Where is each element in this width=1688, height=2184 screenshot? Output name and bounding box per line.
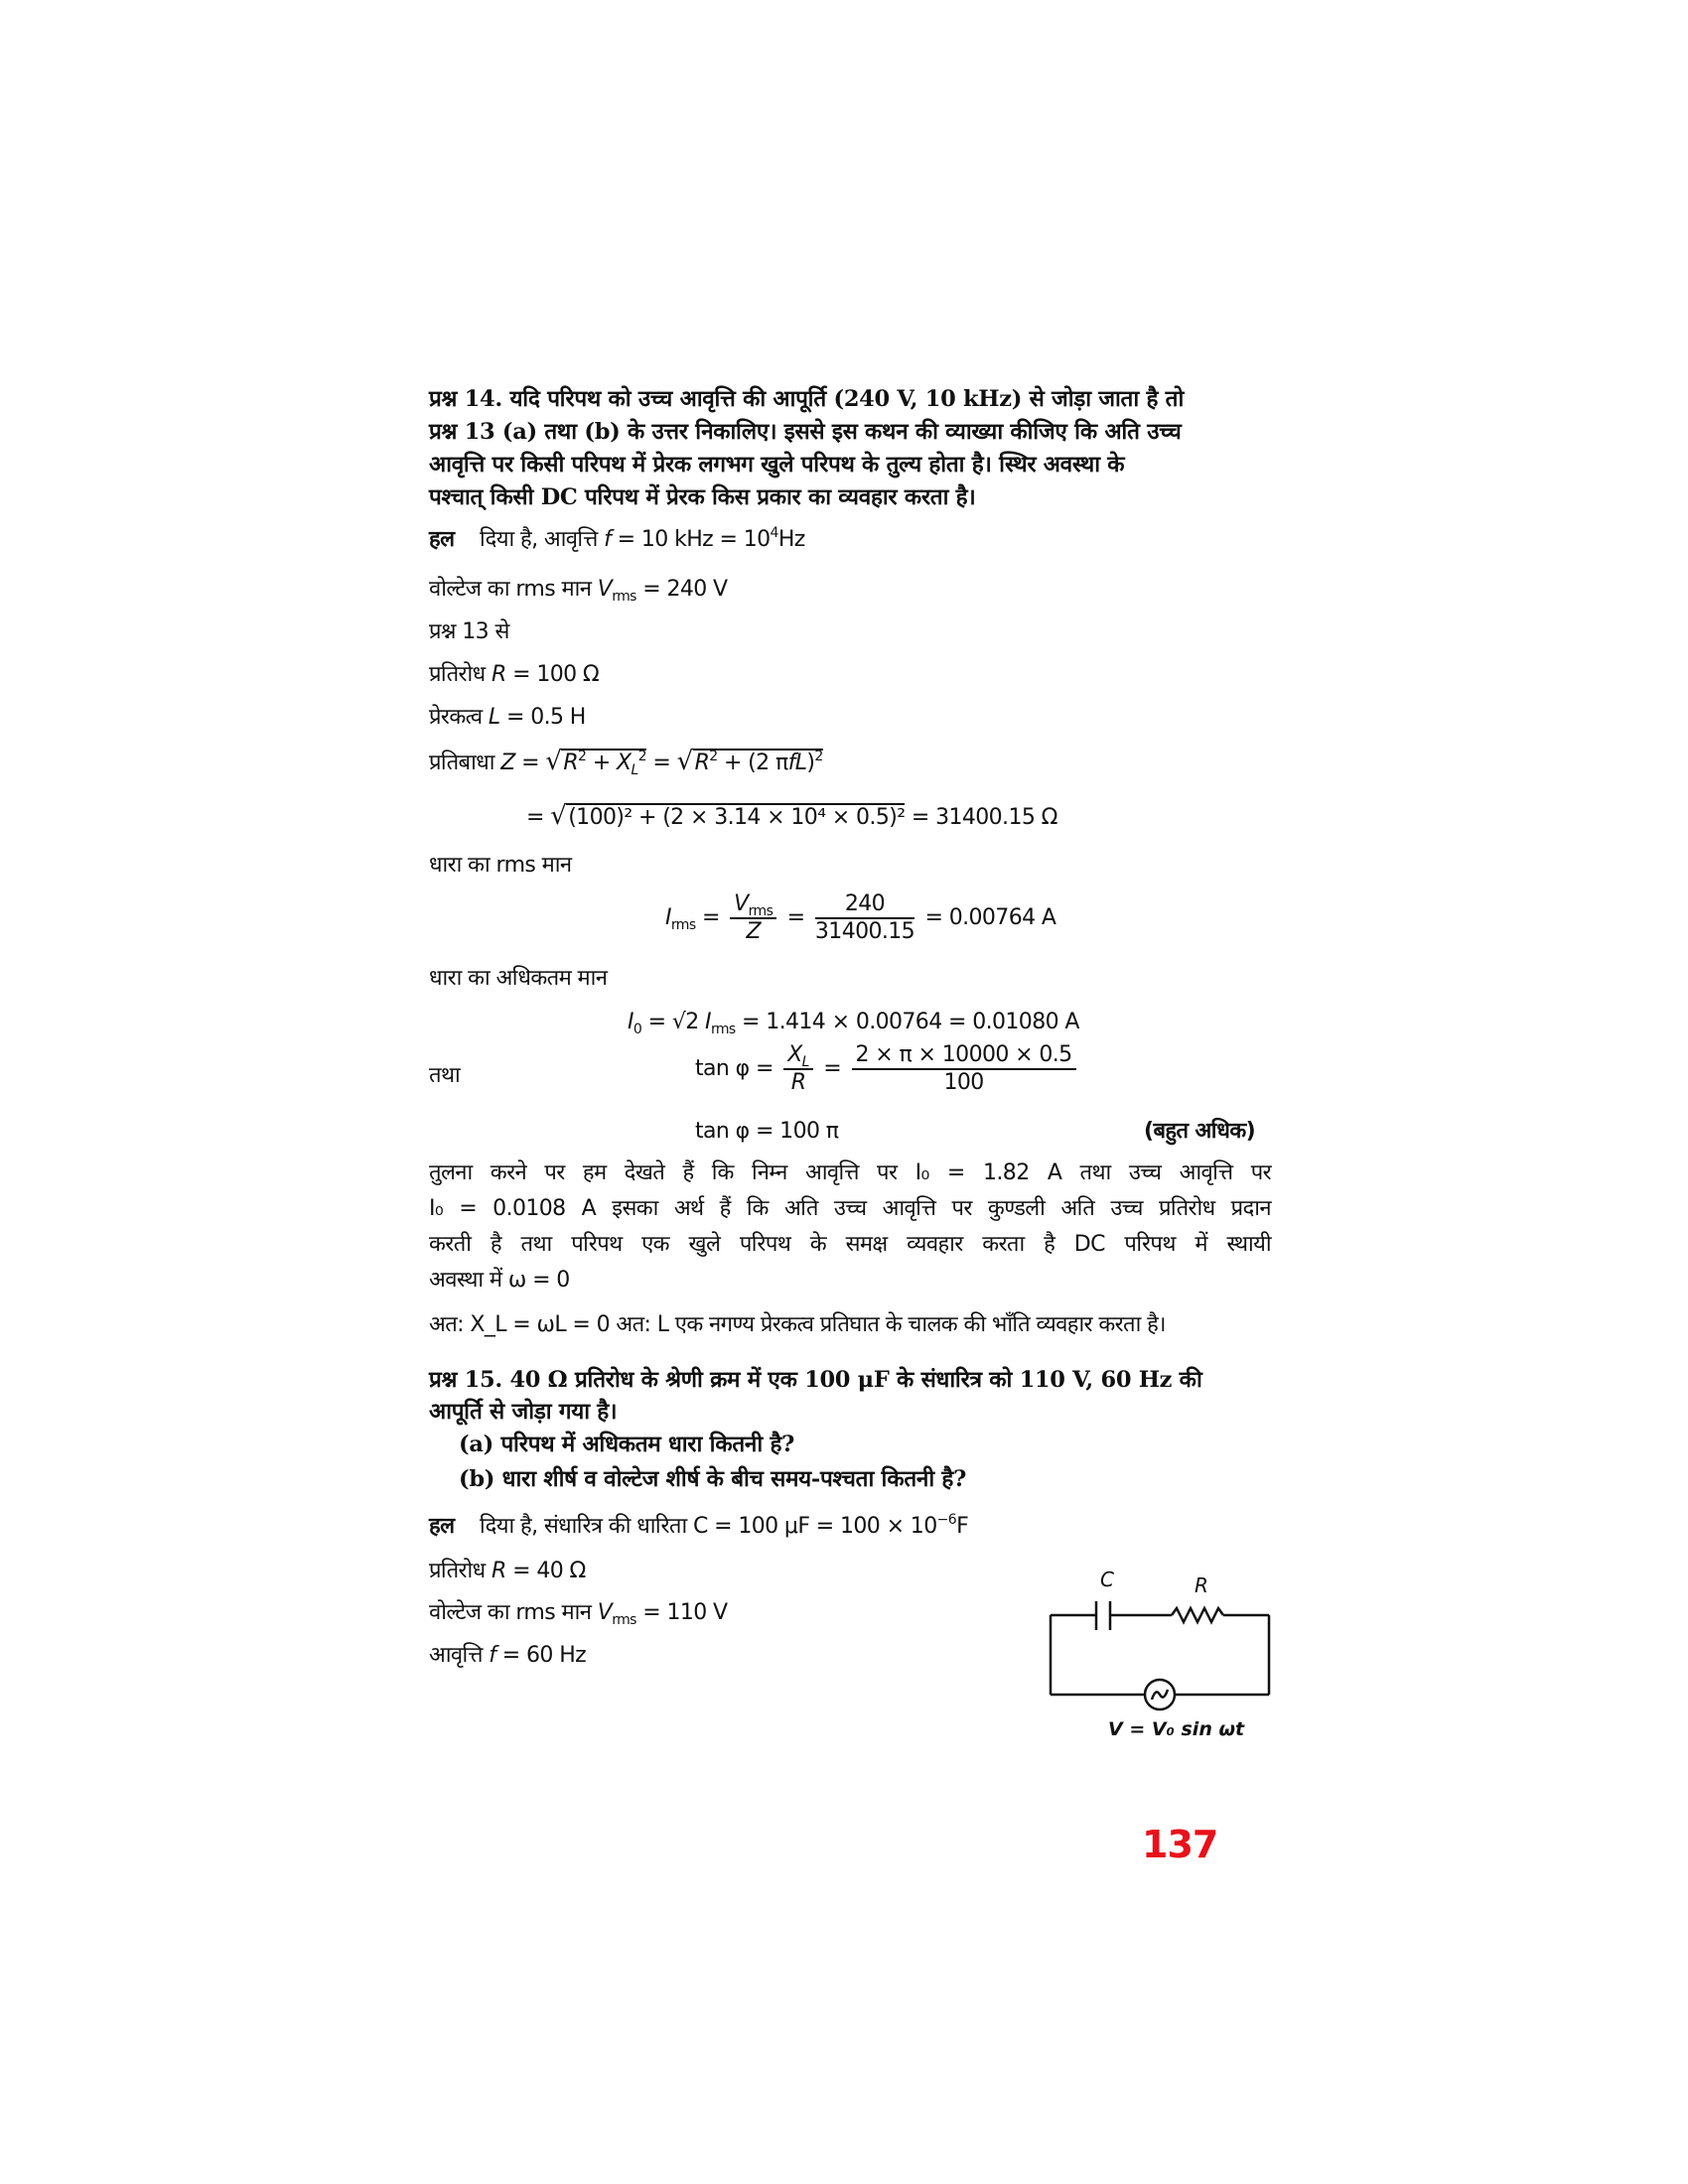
q15-part-a: (a) परिपथ में अधिकतम धारा कितनी है? xyxy=(459,1432,794,1457)
sol14-inductance-line: प्रेरकत्व L = 0.5 H xyxy=(429,705,586,730)
q14-line-4: पश्चात् किसी DC परिपथ में प्रेरक किस प्रकार का व्यवहार करता है। xyxy=(429,484,976,510)
sol14-tan-result: tan φ = 100 π xyxy=(695,1119,839,1144)
sol15-vrms-line: वोल्टेज का rms मान $V_{rms} = 110$ V xyxy=(429,1600,728,1628)
sol14-irms-label: धारा का rms मान xyxy=(429,853,572,878)
hal-label: हल xyxy=(429,527,455,552)
q15-label: प्रश्न 15. xyxy=(429,1367,502,1393)
sol15-given-line: हल दिया है, संधारित्र की धारिता C = 100 $\mu F = 100 \times 10^{-6}F$ xyxy=(429,1512,969,1539)
q14-line-2: प्रश्न 13 (a) तथा (b) के उत्तर निकालिए। इससे इस कथन की व्याख्या कीजिए कि अति उच्च xyxy=(429,419,1182,445)
sol14-given-line: हल दिया है, आवृत्ति f = 10 kHz = $10^4Hz$ xyxy=(429,525,805,552)
sol14-compare-line-4: अवस्था में ω = 0 xyxy=(429,1268,570,1293)
source-equation: V = V₀ sin ωt xyxy=(1108,1718,1245,1740)
sol14-impedance-calc: = √(100)² + (2 × 3.14 × 10⁴ × 0.5)² = 31400.15 Ω xyxy=(526,801,1057,831)
sol14-i0-calc: $I_0 = √2$ $I_{rms} = 1.414 \times 0.00764 = 0.01080$ A xyxy=(628,1010,1079,1037)
sol14-i0-label: धारा का अधिकतम मान xyxy=(429,966,608,991)
sol14-conclusion: अत: X_L = ωL = 0 अत: L एक नगण्य प्रेरकत्व प्रतिघात के चालक की भाँति व्यवहार करता है। xyxy=(429,1312,1166,1337)
sol15-resistance-line: प्रतिरोध R = 40 Ω xyxy=(429,1559,586,1583)
q15-line-2: आपूर्ति से जोड़ा गया है। xyxy=(429,1399,618,1425)
q14-line-1: प्रश्न 14. यदि परिपथ को उच्च आवृत्ति की आपूर्ति (240 V, 10 kHz) से जोड़ा जाता है तो xyxy=(429,386,1184,412)
page-number: 137 xyxy=(1142,1823,1218,1866)
sol14-tatha: तथा xyxy=(429,1063,461,1088)
sol14-compare-line-2: I₀ = 0.0108 A इसका अर्थ हैं कि अति उच्च आवृत्ति पर कुण्डली अति उच्च प्रतिरोध प्रदान xyxy=(429,1196,1271,1221)
hal-label: हल xyxy=(429,1514,455,1539)
q15-line-1: प्रश्न 15. 40 Ω प्रतिरोध के श्रेणी क्रम में एक 100 μF के संधारित्र को 110 V, 60 Hz की xyxy=(429,1367,1202,1393)
sol14-tan-calc: tan φ = $\frac{X_L}{R}$ = $\frac{2 \times \pi \times 10000 \times 0.5}{100}$ xyxy=(695,1042,1080,1096)
sol15-frequency-line: आवृत्ति f = 60 Hz xyxy=(429,1643,587,1668)
resistor-label: R xyxy=(1195,1573,1208,1597)
sol14-irms-calc: $I_{rms}$ = $\frac{V_{rms}}{Z}$ = $\frac{240}{31400.15}$ = 0.00764 A xyxy=(665,891,1056,944)
sol14-from-q13: प्रश्न 13 से xyxy=(429,619,509,644)
q14-label: प्रश्न 14. xyxy=(429,386,502,412)
sol14-impedance-formula: प्रतिबाधा $Z = √R^2 + X_L^2 = √R^2 + (2$ πfL)$^2$ xyxy=(429,747,823,778)
rc-circuit-diagram xyxy=(1033,1559,1291,1747)
sol14-resistance-line: प्रतिरोध R = 100 Ω xyxy=(429,662,600,687)
sol14-vrms-line: वोल्टेज का rms मान $V_{rms} = 240$ V xyxy=(429,577,728,605)
q14-line-3: आवृत्ति पर किसी परिपथ में प्रेरक लगभग खुले परिपथ के तुल्य होता है। स्थिर अवस्था के xyxy=(429,452,1125,478)
sol14-compare-line-1: तुलना करने पर हम देखते हैं कि निम्न आवृत्ति पर I₀ = 1.82 A तथा उच्च आवृत्ति पर xyxy=(429,1160,1271,1185)
q15-part-b: (b) धारा शीर्ष व वोल्टेज शीर्ष के बीच समय-पश्चता कितनी है? xyxy=(459,1466,966,1492)
sol14-compare-line-3: करती है तथा परिपथ एक खुले परिपथ के समक्ष व्यवहार करता है DC परिपथ में स्थायी xyxy=(429,1232,1271,1257)
capacitor-label: C xyxy=(1100,1568,1114,1591)
sol14-very-high: (बहुत अधिक) xyxy=(1144,1119,1256,1144)
